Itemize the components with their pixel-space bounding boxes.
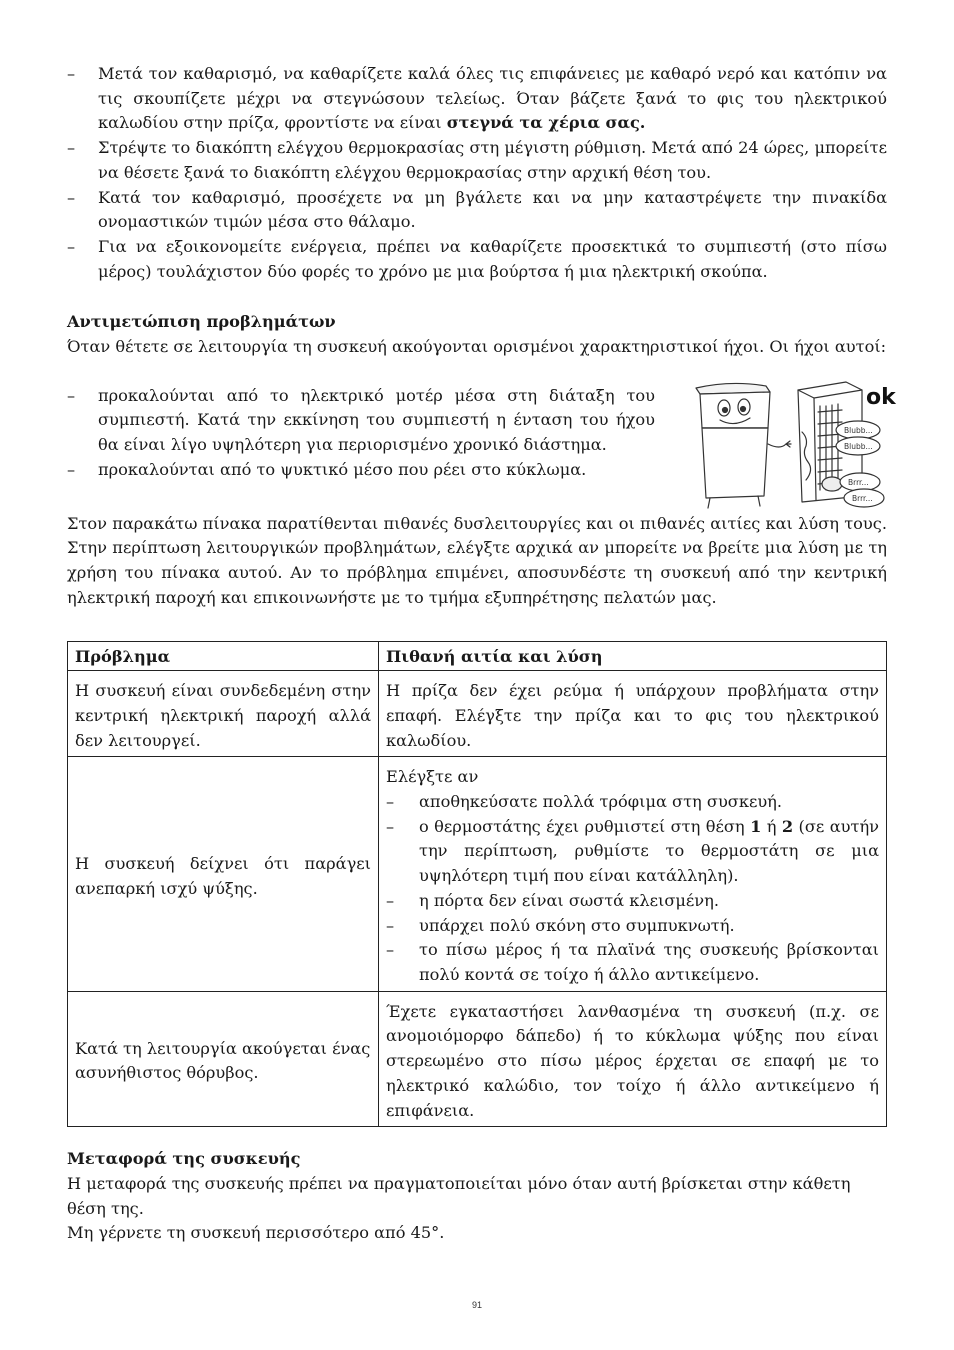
list-item (386, 889, 879, 914)
list-dash: – (386, 915, 395, 935)
list-item-text: αποθηκεύσατε πολλά τρόφιμα στη συσκευή. (419, 792, 783, 812)
header-cause: Πιθανή αιτία και λύση (379, 641, 887, 671)
bubble-blubb-1: Blubb... (844, 425, 873, 435)
list-dash: – (67, 385, 76, 405)
list-item (67, 458, 655, 483)
troubleshooting-heading: Αντιμετώπιση προβλημάτων (67, 312, 336, 332)
noise-section (67, 384, 896, 512)
list-dash: – (67, 236, 76, 256)
ok-label: ok (866, 384, 896, 410)
transport-text-2: Μη γέρνετε τη συσκευή περισσότερο από 45°. (67, 1223, 445, 1243)
list-dash: – (386, 890, 395, 910)
list-item-text: (σε αυτήν την περίπτωση, ρυθμίστε το θερμοστάτη σε μια υψηλότερη τιμή που είναι κατάλληλη). (419, 816, 879, 886)
check-label: Ελέγξτε αν (386, 767, 479, 787)
list-item (67, 62, 887, 136)
list-item (386, 790, 879, 815)
troubleshooting-intro: Όταν θέτετε σε λειτουργία τη συσκευή ακούγονται ορισμένοι χαρακτηριστικοί ήχοι. Οι ήχοι αυτοί: (67, 337, 887, 357)
document-page (67, 62, 896, 1246)
table-intro-paragraph: Στον παρακάτω πίνακα παρατίθενται πιθανές δυσλειτουργίες και οι πιθανές αιτίες και λύση τους. Στην περίπτωση λειτουργικών προβλημάτων, ελέγξτε αρχικά αν μπορείτε να βρείτε μια λύση με τη χρήση του πίνακα αυτού. Αν το πρόβλημα επιμένει, αποσυνδέστε τη συσκευή από την κεντρική ηλεκτρική παροχή και επικοινωνήστε με το τμήμα εξυπηρέτησης πελατών μας. (67, 513, 887, 607)
list-item-text: Για να εξοικονομείτε ενέργεια, πρέπει να καθαρίζετε προσεκτικά το συμπιεστή (στο πίσω μέρος) τουλάχιστον δύο φορές το χρόνο με μια βούρτσα ή μια ηλεκτρική σκούπα. (98, 236, 887, 281)
check-list (386, 790, 879, 988)
bubble-blubb-2: Blubb... (844, 441, 873, 451)
list-item (67, 186, 887, 235)
list-item-text: Μετά τον καθαρισμό, να καθαρίζετε καλά όλες τις επιφάνειες με καθαρό νερό και κατόπιν να τις σκουπίζετε μέχρι να στεγνώσουν τελείως. Όταν βάζετε ξανά το φις του ηλεκτρικού καλωδίου στην πρίζα, φροντίστε να είναι (98, 64, 887, 133)
list-dash: – (67, 138, 76, 158)
position-1: 1 (750, 816, 762, 836)
list-dash: – (386, 792, 395, 812)
bubble-brrr-2: Brrr... (852, 493, 873, 503)
transport-heading: Μεταφορά της συσκευής (67, 1149, 301, 1169)
list-dash: – (386, 816, 395, 836)
position-2: 2 (781, 816, 794, 836)
table-header-row (68, 641, 887, 671)
list-item (386, 815, 879, 889)
list-item (67, 235, 887, 284)
cause-cell: Η πρίζα δεν έχει ρεύμα ή υπάρχουν προβλήματα στην επαφή. Ελέγξτε την πρίζα και το φις του ηλεκτρικού καλωδίου. (379, 671, 887, 757)
list-item-text: προκαλούνται από το ηλεκτρικό μοτέρ μέσα στη διάταξη του συμπιεστή. Κατά την εκκίνηση του συμπιεστή η ένταση του ήχου θα είναι λίγο υψηλότερη για περιορισμένο χρονικό διάστημα. (98, 385, 655, 455)
list-item-text: προκαλούνται από το ψυκτικό μέσο που ρέει στο κύκλωμα. (98, 459, 587, 479)
list-item-text: υπάρχει πολύ σκόνη στο συμπυκνωτή. (419, 915, 735, 935)
list-item (386, 914, 879, 939)
list-item-text: ο θερμοστάτης έχει ρυθμιστεί στη θέση (419, 816, 751, 836)
list-item-text: Κατά τον καθαρισμό, προσέχετε να μη βγάλετε και να μην καταστρέψετε την πινακίδα ονομαστικών τιμών μέσα στο θάλαμο. (98, 187, 887, 232)
page-number: 91 (471, 1300, 482, 1310)
problem-cell: Η συσκευή δείχνει ότι παράγει ανεπαρκή ισχύ ψύξης. (68, 757, 379, 991)
fridge-cartoon-illustration (686, 372, 896, 520)
cleaning-list (67, 62, 887, 284)
table-row (68, 757, 887, 991)
list-dash: – (67, 64, 76, 83)
list-item (386, 938, 879, 987)
bubble-brrr-1: Brrr... (848, 477, 869, 487)
transport-text-1: Η μεταφορά της συσκευής πρέπει να πραγματοποιείται μόνο όταν αυτή βρίσκεται στην κάθετη θέση της. (67, 1173, 851, 1218)
header-problem: Πρόβλημα (68, 641, 379, 671)
list-item-text: ή (761, 816, 782, 836)
cause-cell (379, 757, 887, 991)
list-dash: – (67, 187, 76, 207)
list-dash: – (67, 459, 76, 479)
list-item-text: Στρέψτε το διακόπτη ελέγχου θερμοκρασίας στη μέγιστη ρύθμιση. Μετά από 24 ώρες, μπορείτε να θέσετε ξανά το διακόπτη ελέγχου θερμοκρασίας στην αρχική θέση του. (98, 138, 887, 182)
list-item-text: η πόρτα δεν είναι σωστά κλεισμένη. (419, 890, 719, 910)
table-row (68, 991, 887, 1127)
list-item (67, 384, 655, 458)
list-item-text: το πίσω μέρος ή τα πλαϊνά της συσκευής βρίσκονται πολύ κοντά σε τοίχο ή άλλο αντικείμενο. (419, 940, 879, 984)
problem-cell: Κατά τη λειτουργία ακούγεται ένας ασυνήθιστος θόρυβος. (68, 991, 379, 1127)
list-dash: – (386, 940, 395, 960)
list-item (67, 136, 887, 185)
table-row (68, 671, 887, 757)
noise-list (67, 384, 655, 483)
problem-cell: Η συσκευή είναι συνδεδεμένη στην κεντρική ηλεκτρική παροχή αλλά δεν λειτουργεί. (68, 671, 379, 757)
troubleshooting-table (67, 641, 887, 1128)
list-item-emphasis: στεγνά τα χέρια σας. (446, 113, 646, 133)
cause-cell: Έχετε εγκαταστήσει λανθασμένα τη συσκευή (π.χ. σε ανομοιόμορφο δάπεδο) ή το κύκλωμα ψύξης που είναι στερεωμένο στο πίσω μέρος έρχεται σε επαφή με το ηλεκτρικό καλώδιο, τον τοίχο ή άλλο αντικείμενο ή επιφάνεια. (379, 991, 887, 1127)
